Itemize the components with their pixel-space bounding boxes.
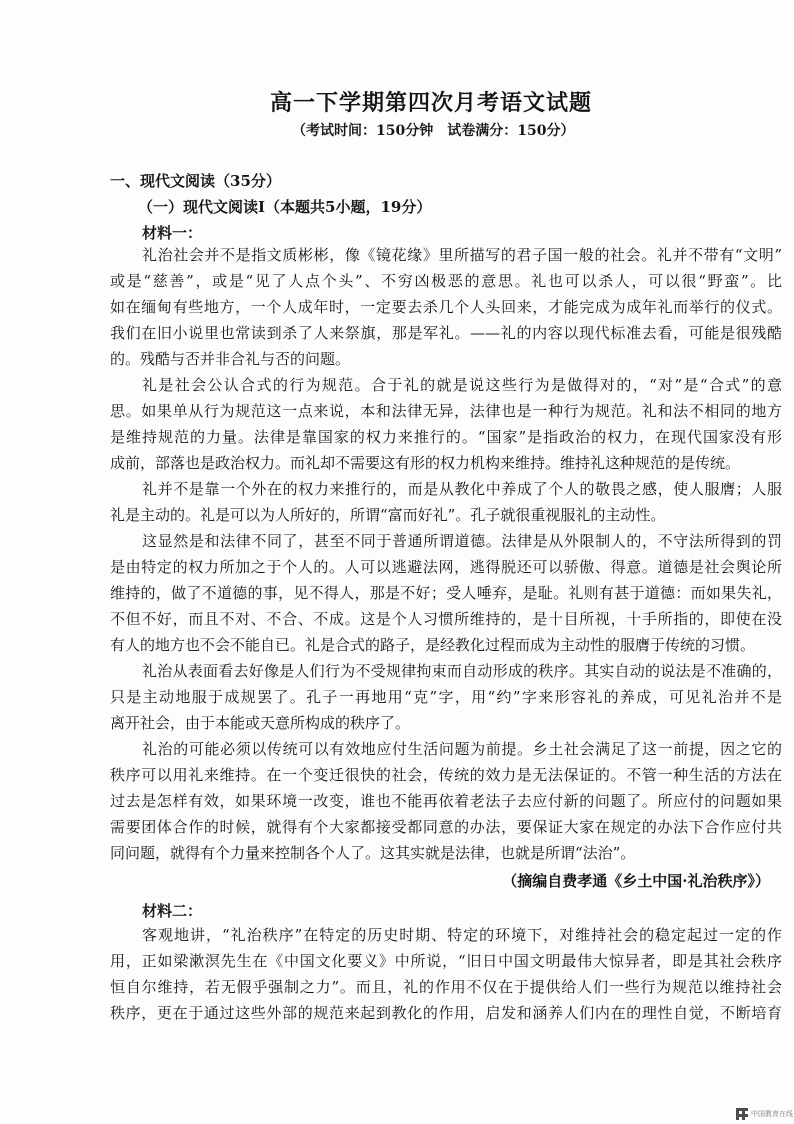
material-1-line: 同问题，就得有个力量来控制各个人了。这其实就是法律，也就是所谓“法治”。: [110, 844, 636, 862]
material-2-label: 材料二：: [142, 902, 203, 920]
material-1-line: 如在缅甸有些地方，一个人成年时，一定要去杀几个人头回来，才能完成为成年礼而举行的仪式。: [110, 298, 782, 316]
material-1-source: （摘编自费孝通《乡土中国·礼治秩序》）: [502, 872, 770, 890]
material-1-line: 离开社会，由于本能或天意所构成的秩序了。: [110, 714, 411, 732]
page-title: 高一下学期第四次月考语文试题: [270, 90, 593, 116]
material-1-line: 有人的地方也不会不能自已。礼是合式的路子，是经教化过程而成为主动性的服膺于传统的习惯。: [110, 636, 756, 654]
material-1-line: 秩序可以用礼来维持。在一个变迁很快的社会，传统的效力是无法保证的。不管一种生活的方法在: [110, 766, 782, 784]
material-1-line: 思。如果单从行为规范这一点来说，本和法律无异，法律也是一种行为规范。礼和法不相同的地方: [110, 402, 782, 420]
material-1-line: 是由特定的权力所加之于个人的。人可以逃避法网，逃得脱还可以骄傲、得意。道德是社会舆论所: [110, 558, 782, 576]
material-2-line: 秩序，更在于通过这些外部的规范来起到教化的作用，启发和涵养人们内在的理性自觉，不断培育: [110, 1004, 782, 1022]
material-1-label: 材料一：: [142, 224, 203, 242]
qr-code-icon: [736, 1108, 748, 1120]
material-1-line: 维持的，做了不道德的事，见不得人，那是不好；受人唾弃，是耻。礼则有甚于道德：而如果失礼，: [110, 584, 782, 602]
material-2-line: 用，正如梁漱溟先生在《中国文化要义》中所说，“旧日中国文明最伟大惊异者，即是其社会秩序: [110, 952, 782, 970]
material-1-line: 不但不好，而且不对、不合、不成。这是个人习惯所维持的，是十目所视，十手所指的，即使在没: [110, 610, 782, 628]
material-1-line: 礼是社会公认合式的行为规范。合于礼的就是说这些行为是做得对的，“对”是“合式”的意: [142, 376, 782, 394]
exam-meta: （考试时间：150分钟 试卷满分：150分）: [292, 123, 575, 139]
subsection-heading: （一）现代文阅读Ⅰ（本题共5小题，19分）: [138, 198, 432, 216]
material-1-line: 礼治从表面看去好像是人们行为不受规律拘束而自动形成的秩序。其实自动的说法是不准确的，: [142, 662, 782, 680]
material-1-line: 需要团体合作的时候，就得有个大家都接受都同意的办法，要保证大家在规定的办法下合作应付共: [110, 818, 782, 836]
material-1-line: 成前，部落也是政治权力。而礼却不需要这有形的权力机构来维持。维持礼这种规范的是传统。: [110, 454, 741, 472]
material-1-line: 的。残酷与否并非合礼与否的问题。: [110, 350, 351, 368]
material-1-line: 我们在旧小说里也常读到杀了人来祭旗，那是军礼。——礼的内容以现代标准去看，可能是很残酷: [110, 324, 782, 342]
material-1-line: 礼治的可能必须以传统可以有效地应付生活问题为前提。乡土社会满足了这一前提，因之它的: [142, 740, 782, 758]
material-2-line: 客观地讲，“礼治秩序”在特定的历史时期、特定的环境下，对维持社会的稳定起过一定的作: [142, 926, 782, 944]
footer-watermark: [736, 1108, 793, 1120]
material-1-line: 只是主动地服于成规罢了。孔子一再地用“克”字，用“约”字来形容礼的养成，可见礼治并不是: [110, 688, 782, 706]
material-1-line: 礼治社会并不是指文质彬彬，像《镜花缘》里所描写的君子国一般的社会。礼并不带有“文明”: [142, 246, 782, 264]
watermark-text: 中国教育在线: [751, 1110, 793, 1118]
material-2-line: 恒自尔维持，若无假乎强制之力”。而且，礼的作用不仅在于提供给人们一些行为规范以维持社会: [110, 978, 782, 996]
section-heading: 一、现代文阅读（35分）: [110, 172, 281, 190]
material-1-line: 这显然是和法律不同了，甚至不同于普通所谓道德。法律是从外限制人的，不守法所得到的罚: [142, 532, 782, 550]
material-1-line: 礼并不是靠一个外在的权力来推行的，而是从教化中养成了个人的敬畏之感，使人服膺；人服: [142, 480, 782, 498]
material-1-line: 礼是主动的。礼是可以为人所好的，所谓“富而好礼”。孔子就很重视服礼的主动性。: [110, 506, 666, 524]
material-1-line: 过去是怎样有效，如果环境一改变，谁也不能再依着老法子去应付新的问题了。所应付的问题如果: [110, 792, 782, 810]
material-1-line: 是维持规范的力量。法律是靠国家的权力来推行的。“国家”是指政治的权力，在现代国家没有形: [110, 428, 782, 446]
material-1-line: 或是“慈善”，或是“见了人点个头”、不穷凶极恶的意思。礼也可以杀人，可以很“野蛮”。比: [110, 272, 782, 290]
